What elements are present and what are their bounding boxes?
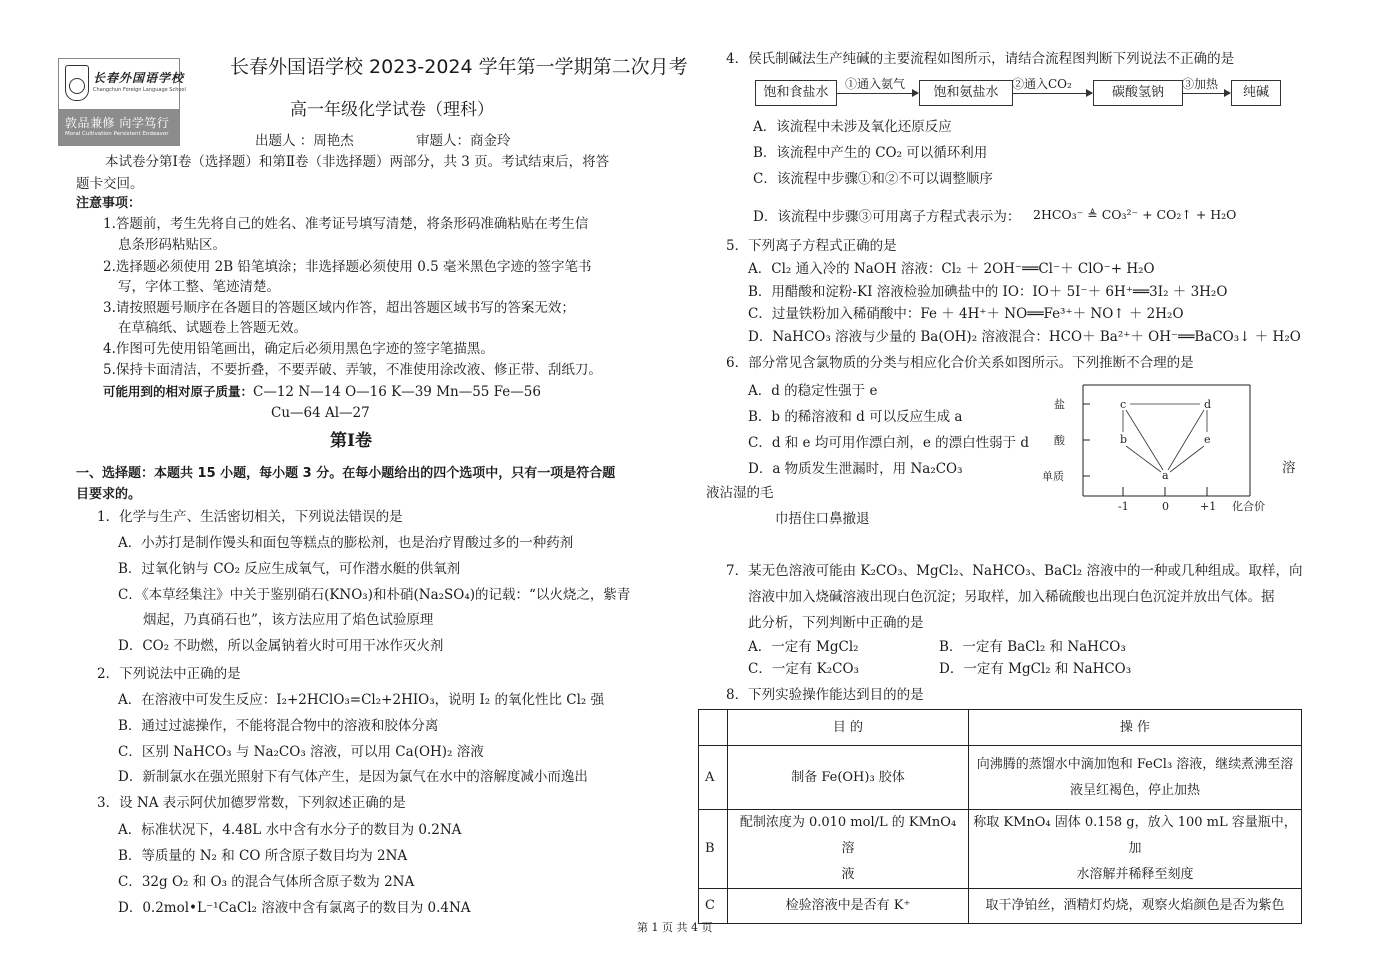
chlorine-valence-graph: [1040, 380, 1310, 520]
table-header-cell: 目 的: [728, 710, 969, 746]
table-row: [699, 746, 1302, 810]
table-header-cell: 操 作: [969, 710, 1302, 746]
intro-line-1: 本试卷分第Ⅰ卷（选择题）和第Ⅱ卷（非选择题）两部分，共 3 页。考试结束后，将答: [105, 154, 610, 170]
y-label-element: 单质: [1042, 470, 1064, 483]
q5-option-d: D．NaHCO₃ 溶液与少量的 Ba(OH)₂ 溶液混合：HCO＋ Ba²⁺＋ OH⁻══BaCO₃↓ ＋ H₂O: [748, 329, 1301, 345]
exam-subtitle: 高一年级化学试卷（理科）: [290, 100, 494, 120]
table-header-row: [699, 710, 1302, 746]
flow-box: 纯碱: [1231, 80, 1281, 106]
row-operation-line: 向沸腾的蒸馏水中滴加饱和 FeCl₃ 溶液，继续煮沸至溶: [976, 756, 1294, 772]
q3-option-a: A．标准状况下，4.48L 水中含有水分子的数目为 0.2NA: [118, 822, 462, 838]
logo-motto: [59, 109, 179, 145]
q7-stem-1: 7．某无色溶液可能由 K₂CO₃、MgCl₂、NaHCO₃、BaCl₂ 溶液中的一种或几种组成。取样，向: [726, 563, 1303, 579]
q1-option-b: B．过氧化钠与 CO₂ 反应生成氧气，可作潜水艇的供氧剂: [118, 561, 461, 577]
q6-option-d: D．a 物质发生泄漏时，用 Na₂CO₃: [748, 461, 963, 477]
edge-c-a: [1126, 410, 1163, 470]
point-b: b: [1120, 433, 1128, 446]
logo-school-name-en: Changchun Foreign Language School: [93, 87, 186, 93]
point-a: a: [1162, 469, 1169, 482]
q3-option-c: C．32g O₂ 和 O₃ 的混合气体所含原子数为 2NA: [118, 874, 415, 890]
q2-option-b: B．通过过滤操作，不能将混合物中的溶液和胶体分离: [118, 718, 439, 734]
row-purpose: [728, 810, 969, 889]
x-label: +1: [1200, 500, 1217, 513]
edge-d-a: [1168, 410, 1204, 470]
note-item: 息条形码粘贴区。: [118, 237, 226, 253]
row-purpose: 制备 Fe(OH)₃ 胶体: [728, 746, 969, 810]
row-purpose-line: 液: [841, 867, 855, 882]
author: 出题人 ：周艳杰: [255, 133, 354, 149]
row-operation-line: 水溶解并稀释至刻度: [1076, 867, 1194, 882]
flow-arrow: [1182, 93, 1230, 94]
q4-option-c: C．该流程中步骤①和②不可以调整顺序: [753, 171, 993, 187]
q5-stem: 5．下列离子方程式正确的是: [726, 238, 897, 254]
flow-arrow: [836, 93, 918, 94]
x-axis-title: 化合价: [1232, 500, 1265, 513]
row-purpose-line: 配制浓度为 0.010 mol/L 的 KMnO₄ 溶: [739, 815, 957, 856]
q1-option-a: A．小苏打是制作馒头和面包等糕点的膨松剂，也是治疗胃酸过多的一种药剂: [118, 535, 574, 551]
logo-motto-cn: 敦品兼修 向学笃行: [65, 116, 170, 130]
flow-step-label: ①通入氨气: [845, 77, 906, 91]
q2-option-a: A．在溶液中可发生反应：I₂+2HClO₃=Cl₂+2HIO₃，说明 I₂ 的氧化性比 Cl₂ 强: [118, 692, 605, 708]
q1-stem: 1．化学与生产、生活密切相关，下列说法错误的是: [97, 509, 403, 525]
logo-school-name: 长春外国语学校: [93, 71, 185, 85]
atomic-mass-row: [103, 383, 541, 401]
school-emblem-icon: [65, 65, 89, 101]
q7-option-b: B．一定有 BaCl₂ 和 NaHCO₃: [939, 639, 1126, 655]
atomic-mass-values: C—12 N—14 O—16 K—39 Mn—55 Fe—56: [253, 384, 541, 400]
q3-option-d: D．0.2mol•L⁻¹CaCl₂ 溶液中含有氯离子的数目为 0.4NA: [118, 900, 471, 916]
q4-option-a: A．该流程中未涉及氧化还原反应: [753, 119, 952, 135]
q5-option-a: A．Cl₂ 通入冷的 NaOH 溶液：Cl₂ ＋ 2OH⁻══Cl⁻＋ ClO⁻+ H₂O: [748, 261, 1155, 277]
q8-stem: 8．下列实验操作能达到目的的是: [726, 687, 924, 703]
atomic-mass-values-2: Cu—64 Al—27: [271, 405, 370, 421]
q7-option-a: A．一定有 MgCl₂: [748, 639, 859, 655]
q1-option-c-cont: 烟起，乃真硝石也”，该方法应用了焰色试验原理: [143, 612, 434, 628]
row-operation-line: 液呈红褐色，停止加热: [1069, 782, 1200, 798]
note-item: 写，字体工整、笔迹清楚。: [118, 279, 280, 295]
logo-header: [59, 59, 186, 109]
q3-stem: 3．设 NA 表示阿伏加德罗常数，下列叙述正确的是: [97, 795, 406, 811]
table-row: [699, 889, 1302, 924]
table-header-cell: [699, 710, 728, 746]
q2-option-d: D．新制氯水在强光照射下有气体产生，是因为氯气在水中的溶解度减小而逸出: [118, 769, 588, 785]
q1-option-c: C．《本草经集注》中关于鉴别硝石(KNO₃)和朴硝(Na₂SO₄)的记载：“以火烧之，紫青: [118, 587, 631, 603]
note-item: 1.答题前，考生先将自己的姓名、准考证号填写清楚，将条形码准确粘贴在考生信: [103, 216, 589, 232]
note-item: 在草稿纸、试题卷上答题无效。: [118, 320, 307, 336]
q5-option-c: C．过量铁粉加入稀硝酸中：Fe ＋ 4H⁺＋ NO══Fe³⁺＋ NO↑ ＋ 2H₂O: [748, 306, 1184, 322]
q2-stem: 2．下列说法中正确的是: [97, 666, 241, 682]
flow-box: 饱和食盐水: [755, 80, 837, 106]
section-title: 第Ⅰ卷: [330, 431, 372, 451]
row-operation: [969, 810, 1302, 889]
exam-title: 长春外国语学校 2023-2024 学年第一学期第二次月考: [230, 56, 688, 78]
note-item: 5.保持卡面清洁，不要折叠，不要弄破、弄皱，不准使用涂改液、修正带、刮纸刀。: [103, 362, 602, 378]
row-operation: [969, 746, 1302, 810]
atomic-mass-label: 可能用到的相对原子质量：: [103, 384, 254, 399]
graph-edges: [1123, 404, 1207, 472]
note-item: 3.请按照题号顺序在各题目的答题区域内作答，超出答题区域书写的答案无效；: [103, 300, 575, 316]
row-operation-line: 称取 KMnO₄ 固体 0.158 g，放入 100 mL 容量瓶中，加: [973, 815, 1297, 856]
flow-step-label: ③加热: [1182, 77, 1219, 91]
q2-option-c: C．区别 NaHCO₃ 与 Na₂CO₃ 溶液，可以用 Ca(OH)₂ 溶液: [118, 744, 484, 760]
row-label: C: [699, 889, 728, 924]
point-e: e: [1204, 433, 1211, 446]
flow-step-label: ②通入CO₂: [1012, 77, 1072, 91]
q4-stem: 4．侯氏制碱法生产纯碱的主要流程如图所示，请结合流程图判断下列说法不正确的是: [726, 51, 1235, 67]
q7-stem-2: 溶液中加入烧碱溶液出现白色沉淀；另取样，加入稀硫酸也出现白色沉淀并放出气体。据: [748, 589, 1275, 605]
row-purpose: 检验溶液中是否有 K⁺: [728, 889, 969, 924]
q4-option-d: D．该流程中步骤③可用离子方程式表示为：: [753, 209, 1021, 225]
table-row: [699, 810, 1302, 889]
q3-option-b: B．等质量的 N₂ 和 CO 所含原子数目均为 2NA: [118, 848, 408, 864]
q1-option-d: D．CO₂ 不助燃，所以金属钠着火时可用干冰作灭火剂: [118, 638, 444, 654]
edge-e-a: [1170, 446, 1204, 472]
row-operation: 取干净铂丝，酒精灯灼烧，观察火焰颜色是否为紫色: [969, 889, 1302, 924]
logo-motto-en: Moral Cultivation Persistent Endeavor: [65, 131, 169, 137]
q4-option-d-equation: 2HCO₃⁻ ≜ CO₃²⁻ + CO₂↑ + H₂O: [1033, 207, 1237, 222]
flow-arrow: [1012, 93, 1092, 94]
y-label-acid: 酸: [1054, 434, 1065, 447]
reviewer: 审题人：商金玲: [416, 133, 511, 149]
row-label: B: [699, 810, 728, 889]
y-label-salt: 盐: [1054, 398, 1065, 411]
intro-line-2: 题卡交回。: [76, 176, 144, 192]
q6-option-a: A．d 的稳定性强于 e: [748, 383, 878, 399]
page-number: 第 1 页 共 4 页: [637, 921, 713, 934]
row-label: A: [699, 746, 728, 810]
x-label: -1: [1118, 500, 1129, 513]
section-instruction-1: 一、选择题：本题共 15 小题，每小题 3 分。在每小题给出的四个选项中，只有一项是符合题: [76, 466, 616, 481]
q6-option-c: C．d 和 e 均可用作漂白剂，e 的漂白性弱于 d: [748, 435, 1030, 451]
q6-option-d-cont-2: 巾捂住口鼻撤退: [775, 511, 870, 527]
q8-table: [698, 709, 1302, 924]
q4-option-b: B．该流程中产生的 CO₂ 可以循环利用: [753, 145, 988, 161]
q6-option-b: B．b 的稀溶液和 d 可以反应生成 a: [748, 409, 963, 425]
note-item: 4.作图可先使用铅笔画出，确定后必须用黑色字迹的签字笔描黑。: [103, 341, 494, 357]
school-logo: [58, 58, 186, 146]
flow-box: 饱和氨盐水: [919, 80, 1013, 106]
point-c: c: [1120, 398, 1127, 411]
q6-option-d-tail: 溶: [1282, 460, 1296, 476]
q6-option-d-cont: 液沾湿的毛: [706, 485, 774, 501]
q7-stem-3: 此分析，下列判断中正确的是: [748, 615, 924, 631]
point-d: d: [1204, 398, 1212, 411]
q6-stem: 6．部分常见含氯物质的分类与相应化合价关系如图所示。下列推断不合理的是: [726, 355, 1194, 371]
flow-box: 碳酸氢钠: [1093, 80, 1183, 106]
q7-option-d: D．一定有 MgCl₂ 和 NaHCO₃: [939, 661, 1132, 677]
q5-option-b: B．用醋酸和淀粉-KI 溶液检验加碘盐中的 IO：IO＋ 5I⁻＋ 6H⁺══3I₂ ＋ 3H₂O: [748, 284, 1228, 300]
note-item: 2.选择题必须使用 2B 铅笔填涂；非选择题必须使用 0.5 毫米黑色字迹的签字笔书: [103, 259, 592, 275]
notes-heading: 注意事项：: [76, 196, 142, 211]
x-label: 0: [1162, 500, 1169, 513]
q7-option-c: C．一定有 K₂CO₃: [748, 661, 859, 677]
section-instruction-2: 目要求的。: [76, 487, 142, 502]
